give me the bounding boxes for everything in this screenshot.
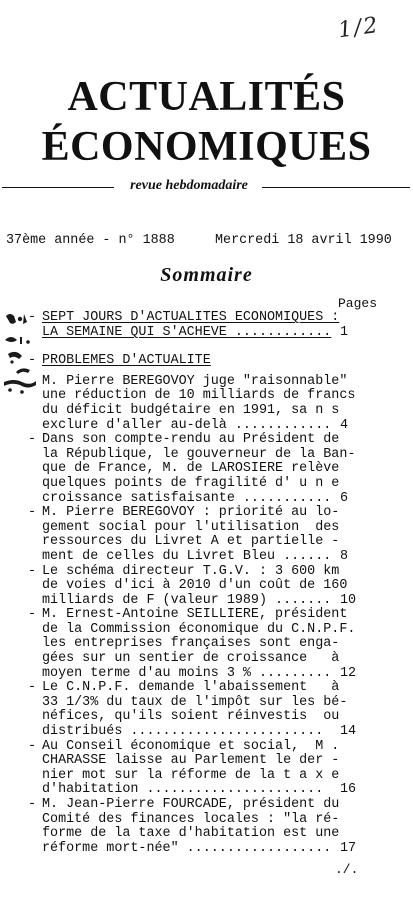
entry-line: les entreprises françaises sont enga- (42, 636, 340, 652)
page-number: 1 (340, 324, 349, 340)
entry-line: moyen terme d'au moins 3 % ......... 12 (42, 665, 357, 681)
page-number: 6 (340, 490, 349, 506)
entry-line: M. Pierre BEREGOVOY juge "raisonnable" (42, 373, 348, 389)
page-number: 12 (340, 665, 357, 681)
entry-line: Comité des finances locales : "la ré- (42, 811, 340, 827)
toc-entry (28, 506, 408, 564)
entry-dash: - (28, 310, 37, 325)
entry-line: gement social pour l'utilisation des (42, 519, 340, 535)
entry-line: nier mot sur la réforme de la t a x e (42, 767, 340, 783)
entry-line: gées sur un sentier de croissance à (42, 651, 340, 667)
toc-entry (28, 608, 408, 681)
publication-title-line1: ACTUALITÉS (67, 74, 346, 120)
entry-dash: - (28, 432, 37, 448)
entry-line: CHARASSE laisse au Parlement le der - (42, 753, 340, 769)
entry-line: de voies d'ici à 2010 d'un coût de 160 (42, 578, 348, 594)
entry-line: la République, le gouverneur de la Ban- (42, 446, 356, 462)
entry-dash: - (28, 738, 37, 754)
entry-dash: - (28, 797, 37, 812)
toc-entry (28, 740, 408, 798)
entry-line: croissance satisfaisante ........... 6 (42, 490, 349, 506)
entry-line: milliards de F (valeur 1989) ....... 10 (42, 592, 357, 608)
toc-section-problemes (28, 354, 408, 856)
entry-line: que de France, M. de LAROSIERE relève (42, 461, 340, 477)
continued-marker: ./. (335, 862, 359, 877)
publication-subtitle: revue hebdomadaire (130, 178, 248, 193)
entry-line: réforme mort-née" .................. 17 (42, 840, 357, 856)
entry-line: forme de la taxe d'habitation est une (42, 826, 340, 842)
toc-section-sept-jours (28, 311, 408, 340)
entry-line: de la Commission économique du C.N.P.F. (42, 621, 356, 637)
page-number: 10 (340, 592, 357, 608)
toc-entry (28, 375, 408, 433)
table-of-contents (28, 311, 408, 856)
toc-entry (28, 565, 408, 609)
entry-line: du déficit budgétaire en 1991, sa n s (42, 402, 340, 418)
page-number: 8 (340, 548, 349, 564)
page-number: 17 (340, 840, 357, 856)
publication-title-line2: ÉCONOMIQUES (41, 124, 372, 170)
entry-line: - Le schéma directeur T.G.V. : 3 600 km (28, 563, 340, 579)
contents-heading: Sommaire (160, 264, 253, 286)
entry-line: ment de celles du Livret Bleu ...... 8 (42, 548, 349, 564)
entry-line: d'habitation ...................... 16 (42, 782, 357, 798)
entry-line: une réduction de 10 milliards de francs (42, 388, 356, 404)
entry-line: 33 1/3% du taux de l'impôt sur les bé- (42, 694, 348, 710)
entry-line: néfices, qu'ils soient réinvestis ou (42, 709, 340, 725)
toc-entry (28, 433, 408, 506)
issue-date: Mercredi 18 avril 1990 (215, 233, 392, 248)
page-number: 4 (340, 417, 349, 433)
entry-dash: - (28, 353, 37, 369)
section-title-line: - PROBLEMES D'ACTUALITE (28, 353, 211, 369)
toc-entry (28, 681, 408, 739)
entry-line: ressources du Livret A et partielle - (42, 534, 340, 550)
subtitle-rule-right (262, 187, 410, 188)
issue-number: 37ème année - n° 1888 (6, 233, 175, 248)
entry-dash: - (28, 680, 37, 696)
pages-column-label: Pages (338, 296, 378, 311)
entry-line: quelques points de fragilité d' u n e (42, 475, 340, 491)
section-title-line: - SEPT JOURS D'ACTUALITES ECONOMIQUES : (28, 310, 340, 325)
page-number: 16 (340, 782, 357, 798)
entry-line: - Au Conseil économique et social, M . (28, 738, 340, 754)
handwritten-page-note: 1/2 (336, 12, 382, 44)
entry-dash: - (28, 563, 37, 579)
entry-line: - M. Jean-Pierre FOURCADE, président du (28, 797, 340, 812)
page-number: 14 (340, 724, 357, 740)
entry-line: - M. Ernest-Antoine SEILLIERE, président (28, 607, 348, 623)
entry-line: exclure d'aller au-delà ............ 4 (42, 417, 349, 433)
entry-line: - Le C.N.P.F. demande l'abaissement à (28, 680, 340, 696)
subtitle-rule-left (2, 187, 114, 188)
entry-line: - M. Pierre BEREGOVOY : priorité au lo- (28, 505, 340, 521)
entry-line: distribués ........................ 14 (42, 724, 357, 740)
entry-dash: - (28, 607, 37, 623)
section-title-line: LA SEMAINE QUI S'ACHEVE ............ 1 (42, 324, 349, 340)
toc-entry (28, 798, 408, 856)
entry-line: - Dans son compte-rendu au Président de (28, 432, 340, 448)
entry-dash: - (28, 505, 37, 521)
